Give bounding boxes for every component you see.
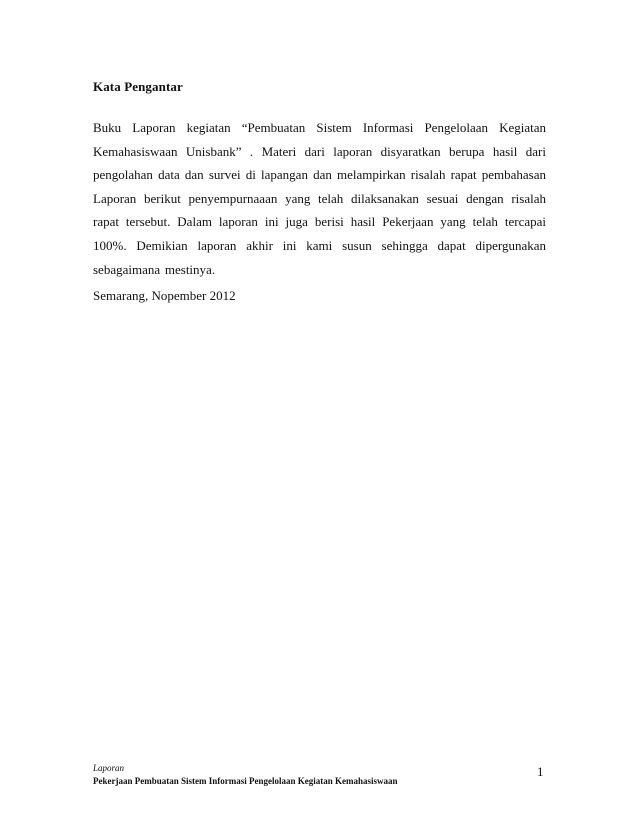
place-date: Semarang, Nopember 2012 — [93, 288, 236, 303]
body-paragraph: Buku Laporan kegiatan “Pembuatan Sistem Informasi Pengelolaan Kegiatan Kemahasiswaan Unisbank” . Materi dari laporan disyaratkan berupa hasil dari pengolahan data dan survei di lapangan dan melampirkan risalah rapat pembahasan Laporan berikut penyempurnaaan yang telah dilaksanakan sesuai dengan risalah rapat tersebut. Dalam laporan ini juga berisi hasil Pekerjaan yang telah tercapai 100%. Demikian laporan akhir ini kami susun sehingga dapat dipergunakan sebagaimana mestinya. — [93, 120, 546, 277]
footer-label: Laporan — [93, 763, 125, 773]
page-number: 1 — [537, 764, 544, 779]
page-title: Kata Pengantar — [93, 79, 183, 94]
footer-title: Pekerjaan Pembuatan Sistem Informasi Pengelolaan Kegiatan Kemahasiswaan — [93, 776, 398, 786]
